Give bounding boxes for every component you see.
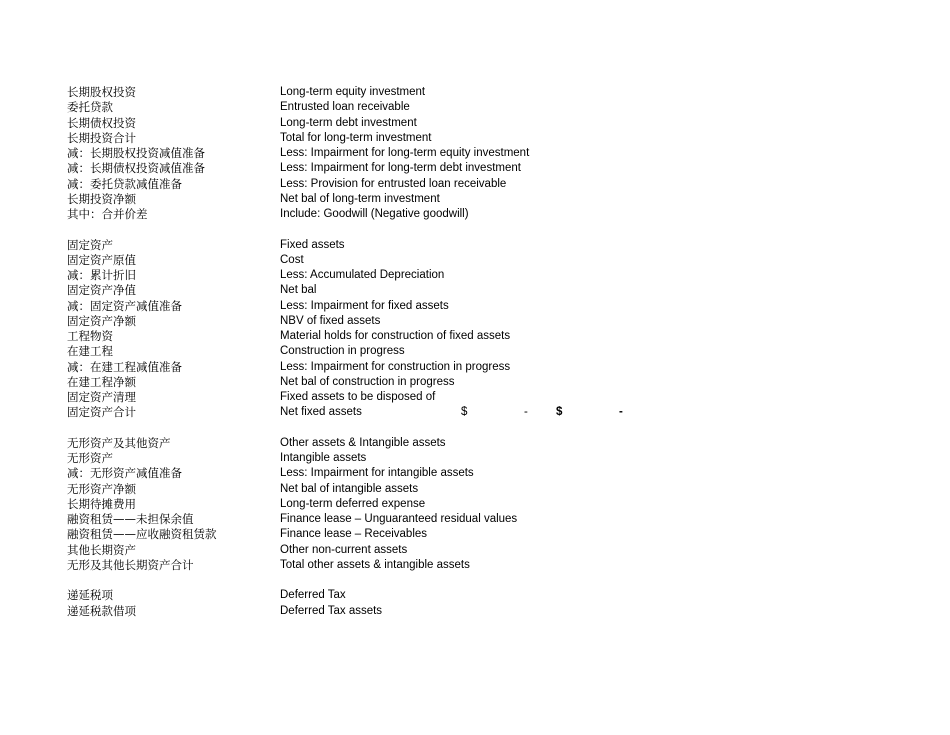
label-en: Construction in progress (280, 345, 405, 358)
row-deferred-tax-assets (0, 604, 950, 619)
row-construction-material (0, 329, 950, 344)
label-zh: 递延税款借项 (67, 603, 136, 618)
label-en: Other non-current assets (280, 543, 408, 556)
label-en: Less: Impairment for intangible assets (280, 467, 474, 480)
currency-symbol: $ (461, 406, 468, 419)
label-zh: 其他长期资产 (67, 542, 136, 557)
label-en: Net bal (280, 284, 317, 297)
section-intangible-assets (0, 436, 950, 573)
row-intangible-assets (0, 451, 950, 466)
section-long-term-investment (0, 85, 950, 222)
label-en: Long-term equity investment (280, 86, 426, 98)
label-zh: 无形资产 (67, 451, 113, 465)
spacer-row (0, 222, 950, 237)
label-en: Finance lease – Unguaranteed residual values (280, 513, 518, 525)
label-en: Cost (280, 253, 304, 266)
row-long-term-deferred-expense (0, 497, 950, 512)
row-entrusted-loan (0, 100, 950, 115)
label-zh: 减：无形资产减值准备 (67, 466, 182, 481)
label-en: Net bal of intangible assets (280, 482, 419, 495)
label-zh: 融资租赁——应收融资租赁款 (67, 527, 217, 542)
label-zh: 减：在建工程减值准备 (67, 359, 182, 374)
label-en: Less: Accumulated Depreciation (280, 269, 445, 281)
label-en: Fixed assets to be disposed of (280, 391, 436, 403)
row-nbv-fixed-assets (0, 314, 950, 329)
label-zh: 长期债权投资 (67, 115, 136, 130)
row-construction-in-progress (0, 344, 950, 359)
label-en: Finance lease – Receivables (280, 528, 428, 541)
label-en: Entrusted loan receivable (280, 101, 410, 114)
row-cost (0, 253, 950, 268)
label-zh: 在建工程净额 (67, 374, 136, 389)
label-zh: 减：长期债权投资减值准备 (67, 161, 205, 176)
row-long-term-debt-investment (0, 116, 950, 131)
label-zh: 委托贷款 (67, 100, 113, 115)
row-impairment-debt-investment (0, 161, 950, 176)
label-zh: 固定资产净额 (67, 313, 136, 328)
spacer-row (0, 573, 950, 588)
spacer-row (0, 421, 950, 436)
row-net-bal (0, 283, 950, 298)
amount-value-bold: - (619, 406, 623, 419)
label-zh: 长期投资合计 (67, 130, 136, 145)
row-long-term-equity-investment (0, 85, 950, 100)
row-impairment-construction (0, 360, 950, 375)
row-finance-lease-residual (0, 512, 950, 527)
label-en: Net bal of construction in progress (280, 375, 455, 388)
row-deferred-tax (0, 588, 950, 603)
label-en: Long-term deferred expense (280, 497, 426, 510)
row-total-long-term-investment (0, 131, 950, 146)
label-en: Include: Goodwill (Negative goodwill) (280, 208, 469, 220)
row-net-intangible (0, 482, 950, 497)
row-other-non-current-assets (0, 543, 950, 558)
label-zh: 固定资产原值 (67, 252, 136, 267)
row-accumulated-depreciation (0, 268, 950, 283)
label-en: Net fixed assets (280, 406, 362, 419)
label-zh: 工程物资 (67, 329, 113, 343)
label-zh: 递延税项 (67, 588, 113, 603)
label-zh: 固定资产净值 (67, 283, 136, 298)
section-deferred-tax (0, 588, 950, 619)
label-en: Fixed assets (280, 238, 345, 251)
label-zh: 无形资产净额 (67, 481, 136, 496)
label-zh: 减：委托贷款减值准备 (67, 176, 182, 191)
label-en: Other assets & Intangible assets (280, 436, 446, 449)
label-en: Deferred Tax (280, 589, 346, 602)
row-goodwill (0, 207, 950, 222)
label-zh: 融资租赁——未担保余值 (67, 512, 194, 526)
label-zh: 减：累计折旧 (67, 268, 136, 282)
label-en: Less: Impairment for fixed assets (280, 299, 449, 312)
currency-symbol-bold: $ (556, 406, 563, 419)
row-fixed-assets (0, 238, 950, 253)
label-en: Total other assets & intangible assets (280, 558, 470, 571)
row-other-intangible-assets (0, 436, 950, 451)
row-finance-lease-receivables (0, 527, 950, 542)
row-total-other-intangible (0, 558, 950, 573)
label-en: Less: Provision for entrusted loan receivable (280, 177, 507, 190)
label-zh: 无形及其他长期资产合计 (67, 557, 194, 572)
row-impairment-fixed-assets (0, 299, 950, 314)
label-en: Material holds for construction of fixed assets (280, 330, 511, 342)
label-en: Less: Impairment for long-term debt investment (280, 162, 521, 175)
amount-value: - (524, 406, 528, 419)
label-en: Long-term debt investment (280, 116, 417, 129)
label-zh: 在建工程 (67, 344, 113, 359)
label-zh: 长期投资净额 (67, 191, 136, 206)
label-zh: 长期股权投资 (67, 85, 136, 99)
row-fixed-assets-disposal (0, 390, 950, 405)
row-impairment-equity-investment (0, 146, 950, 161)
label-en: Intangible assets (280, 452, 367, 464)
label-zh: 其中：合并价差 (67, 207, 148, 221)
label-en: Less: Impairment for construction in progress (280, 360, 511, 373)
row-net-long-term-investment (0, 192, 950, 207)
label-en: Less: Impairment for long-term equity investment (280, 147, 530, 159)
label-zh: 固定资产清理 (67, 390, 136, 404)
row-net-construction (0, 375, 950, 390)
row-impairment-intangible (0, 466, 950, 481)
label-zh: 固定资产合计 (67, 405, 136, 420)
section-fixed-assets (0, 238, 950, 421)
label-zh: 无形资产及其他资产 (67, 435, 171, 450)
label-en: NBV of fixed assets (280, 314, 381, 327)
label-zh: 减：长期股权投资减值准备 (67, 146, 205, 160)
label-zh: 减：固定资产减值准备 (67, 298, 182, 313)
label-en: Net bal of long-term investment (280, 192, 440, 205)
label-zh: 固定资产 (67, 237, 113, 252)
label-en: Deferred Tax assets (280, 604, 383, 617)
balance-sheet (0, 85, 950, 619)
label-en: Total for long-term investment (280, 131, 432, 144)
row-net-fixed-assets (0, 405, 950, 420)
row-provision-entrusted-loan (0, 177, 950, 192)
label-zh: 长期待摊费用 (67, 496, 136, 511)
